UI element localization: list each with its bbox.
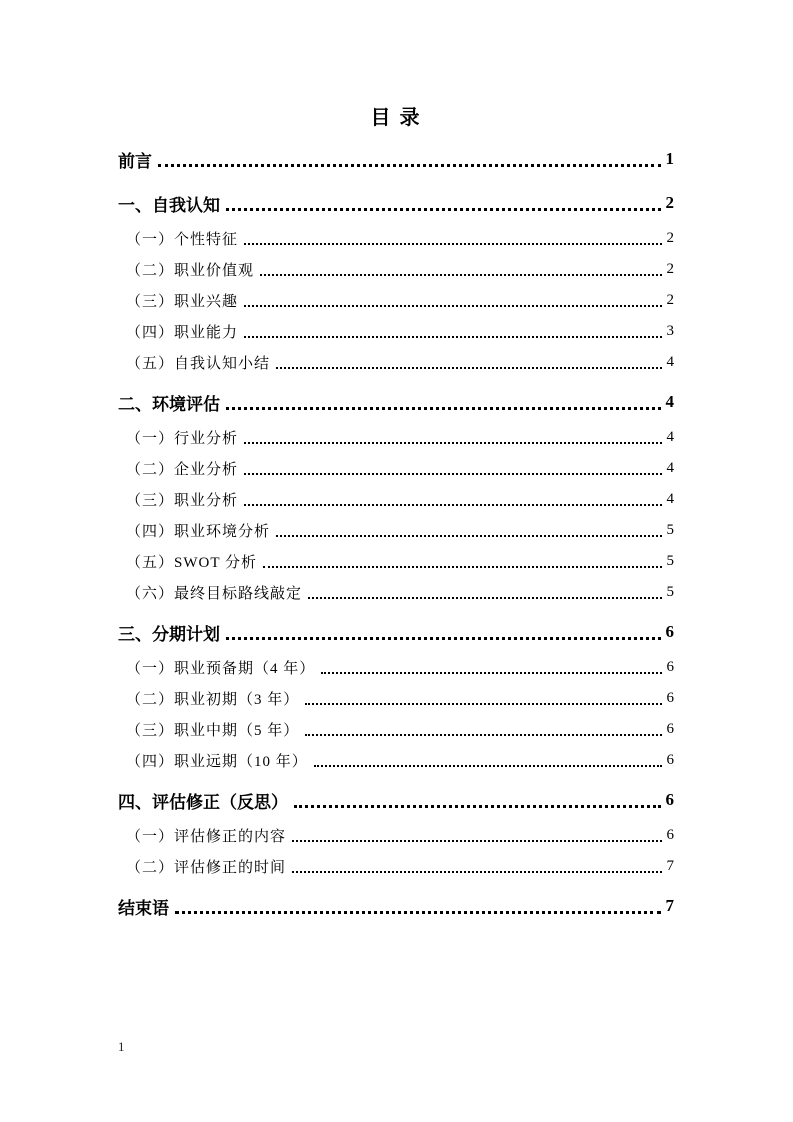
toc-entry[interactable]: [118, 745, 674, 776]
toc-leader-dots: [305, 703, 661, 705]
toc-entry-label: 结束语: [118, 898, 169, 918]
page-title: 目 录: [370, 107, 422, 129]
toc-entry-page: 2: [666, 292, 674, 308]
toc-entry-page: 6: [666, 721, 674, 737]
toc-entry-page: 4: [666, 491, 674, 507]
toc-entry-page: 6: [666, 752, 674, 768]
toc-leader-dots: [244, 243, 661, 245]
toc-entry[interactable]: [118, 422, 674, 453]
toc-entry-label: （四）职业能力: [126, 325, 239, 341]
toc-leader-dots: [175, 911, 661, 914]
toc-leader-dots: [244, 504, 661, 506]
toc-entry-label: （五）SWOT 分析: [126, 555, 257, 571]
toc-entry-label: （五）自我认知小结: [126, 356, 271, 372]
toc-entry[interactable]: [118, 254, 674, 285]
toc-entry[interactable]: [118, 886, 674, 926]
toc-leader-dots: [263, 566, 662, 568]
toc-entry[interactable]: [118, 316, 674, 347]
toc-entry[interactable]: [118, 851, 674, 882]
toc-entry-page: 4: [666, 460, 674, 476]
toc-entry-label: 四、评估修正（反思）: [118, 792, 288, 812]
toc-entry-label: （一）评估修正的内容: [126, 829, 287, 845]
toc-entry-page: 5: [666, 553, 674, 569]
toc-entry-page: 6: [665, 790, 674, 809]
toc-entry-label: （一）个性特征: [126, 232, 239, 248]
toc-entry-page: 7: [665, 896, 674, 915]
toc-entry[interactable]: [118, 780, 674, 820]
toc-leader-dots: [226, 407, 661, 410]
toc-entry[interactable]: [118, 652, 674, 683]
toc-entry-page: 4: [666, 354, 674, 370]
toc-entry-label: 三、分期计划: [118, 624, 220, 644]
toc-entry-page: 6: [666, 827, 674, 843]
toc-entry-page: 5: [666, 584, 674, 600]
toc-entry-label: （四）职业远期（10 年）: [126, 754, 308, 770]
toc-entry-label: （二）职业价值观: [126, 263, 255, 279]
toc-entry-page: 4: [666, 429, 674, 445]
toc-entry[interactable]: [118, 612, 674, 652]
toc-leader-dots: [244, 336, 661, 338]
toc-entry-page: 3: [666, 323, 674, 339]
toc-leader-dots: [244, 473, 661, 475]
toc-entry[interactable]: [118, 453, 674, 484]
toc-leader-dots: [305, 734, 661, 736]
toc-leader-dots: [292, 840, 661, 842]
toc-entry[interactable]: [118, 285, 674, 316]
toc-entry-label: 前言: [118, 151, 152, 171]
toc-entry-page: 2: [666, 261, 674, 277]
toc-entry-label: （六）最终目标路线敲定: [126, 586, 303, 602]
toc-entry-page: 6: [666, 659, 674, 675]
toc-entry[interactable]: [118, 820, 674, 851]
toc-entry[interactable]: [118, 515, 674, 546]
toc-entry[interactable]: [118, 139, 674, 179]
toc-entry-label: 一、自我认知: [118, 195, 220, 215]
toc-entry-page: 6: [666, 690, 674, 706]
toc-entry-label: （三）职业中期（5 年）: [126, 723, 300, 739]
toc-entry[interactable]: [118, 347, 674, 378]
toc-entry-page: 7: [666, 858, 674, 874]
toc-leader-dots: [226, 208, 661, 211]
toc-entry-label: （二）评估修正的时间: [126, 860, 287, 876]
footer-page-number: 1: [118, 1039, 125, 1054]
toc-leader-dots: [260, 274, 661, 276]
toc-entry-page: 2: [666, 230, 674, 246]
toc-leader-dots: [294, 805, 661, 808]
toc-entry-label: （二）职业初期（3 年）: [126, 692, 300, 708]
toc-entry-label: （一）职业预备期（4 年）: [126, 661, 316, 677]
toc-entry-page: 2: [665, 193, 674, 212]
toc-entry-page: 6: [665, 622, 674, 641]
toc-entry[interactable]: [118, 714, 674, 745]
toc-leader-dots: [321, 672, 661, 674]
toc-entry-page: 4: [665, 392, 674, 411]
toc-leader-dots: [226, 637, 661, 640]
toc-entry-page: 5: [666, 522, 674, 538]
toc-entry[interactable]: [118, 183, 674, 223]
toc-leader-dots: [308, 597, 661, 599]
toc-leader-dots: [244, 442, 661, 444]
toc-entry-label: 二、环境评估: [118, 394, 220, 414]
toc-leader-dots: [314, 765, 662, 767]
toc-list: [118, 139, 674, 926]
toc-entry-label: （二）企业分析: [126, 462, 239, 478]
toc-entry[interactable]: [118, 484, 674, 515]
toc-entry[interactable]: [118, 382, 674, 422]
toc-entry[interactable]: [118, 223, 674, 254]
toc-entry-label: （一）行业分析: [126, 431, 239, 447]
toc-entry-page: 1: [665, 149, 674, 168]
toc-entry[interactable]: [118, 683, 674, 714]
toc-entry-label: （四）职业环境分析: [126, 524, 271, 540]
toc-leader-dots: [276, 535, 661, 537]
toc-leader-dots: [158, 164, 661, 167]
toc-entry[interactable]: [118, 577, 674, 608]
toc-leader-dots: [292, 871, 661, 873]
toc-entry[interactable]: [118, 546, 674, 577]
toc-entry-label: （三）职业兴趣: [126, 294, 239, 310]
toc-leader-dots: [244, 305, 661, 307]
toc-leader-dots: [276, 367, 661, 369]
toc-entry-label: （三）职业分析: [126, 493, 239, 509]
